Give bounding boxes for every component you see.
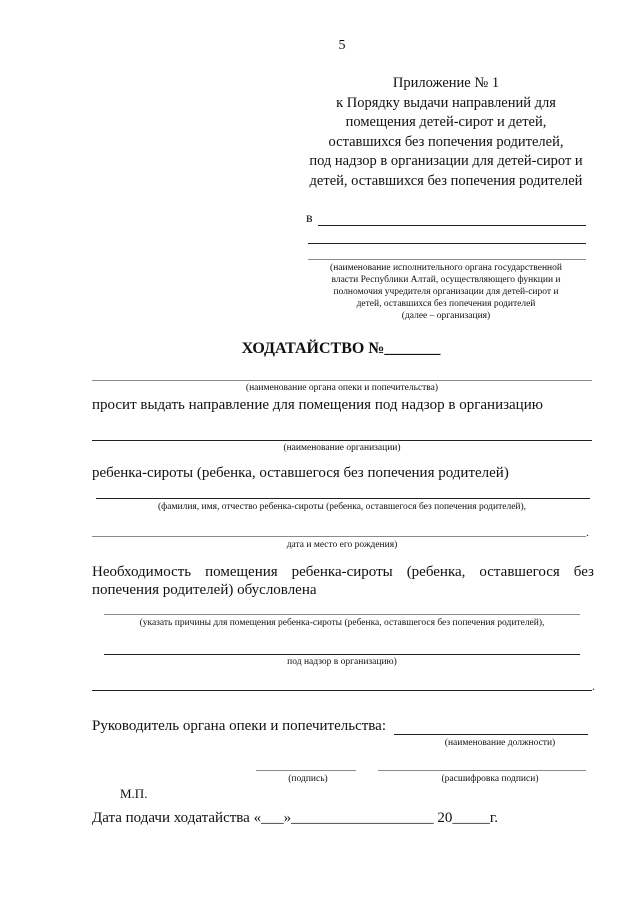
necessity-line-2: попечения родителей) обусловлена — [92, 582, 317, 598]
addressee-line-3[interactable] — [308, 259, 586, 260]
organization-caption: (наименование организации) — [283, 443, 401, 453]
appendix-block — [296, 74, 596, 191]
addressee-caption-line: власти Республики Алтай, осуществляющего функции и — [331, 275, 561, 285]
reasons-line-3[interactable] — [92, 690, 592, 691]
signature-decoding-caption: (расшифровка подписи) — [441, 774, 539, 784]
addressee-prefix: в — [306, 211, 313, 226]
date-text: Дата подачи ходатайства «___»___________________ 20_____г. — [92, 810, 499, 826]
necessity-line-1 — [92, 564, 594, 581]
addressee-caption-line: полномочия учредителя организации для детей-сирот и — [333, 287, 559, 297]
reasons-line-2[interactable] — [104, 654, 580, 655]
necessity-word: Необходимость — [92, 564, 192, 580]
signature-line[interactable] — [256, 770, 356, 771]
child-text: ребенка-сироты (ребенка, оставшегося без попечения родителей) — [92, 465, 509, 481]
necessity-word: без — [573, 564, 594, 580]
head-label: Руководитель органа опеки и попечительства: — [92, 718, 387, 734]
reasons-period: . — [592, 679, 595, 693]
child-name-caption: (фамилия, имя, отчество ребенка-сироты (ребенка, оставшегося без попечения родителей), — [157, 502, 527, 512]
appendix-line: помещения детей-сирот и детей, — [345, 114, 547, 130]
guardianship-line[interactable] — [92, 380, 592, 381]
child-name-line[interactable] — [96, 498, 590, 499]
birth-line[interactable] — [92, 536, 586, 537]
necessity-word: помещения — [205, 564, 278, 580]
position-caption: (наименование должности) — [444, 738, 556, 748]
document-title: ХОДАТАЙСТВО №_______ — [241, 340, 441, 357]
guardianship-caption: (наименование органа опеки и попечительства) — [245, 383, 439, 393]
addressee-caption-line: (далее – организация) — [401, 311, 491, 321]
necessity-word: (ребенка, — [406, 564, 466, 580]
signature-decoding-line[interactable] — [378, 770, 586, 771]
necessity-word: оставшегося — [479, 564, 560, 580]
appendix-line: к Порядку выдачи направлений для — [336, 94, 556, 111]
reasons-line[interactable] — [104, 614, 580, 615]
supervision-caption: под надзор в организацию) — [287, 657, 397, 667]
addressee-line-1[interactable] — [318, 225, 586, 226]
request-text: просит выдать направление для помещения под надзор в организацию — [92, 397, 543, 413]
reasons-caption: (указать причины для помещения ребенка-сироты (ребенка, оставшегося без попечения родителей), — [139, 618, 545, 628]
organization-line[interactable] — [92, 440, 592, 441]
page-number: 5 — [338, 38, 346, 53]
addressee-caption-line: (наименование исполнительного органа государственной — [330, 263, 562, 273]
addressee-caption-line: детей, оставшихся без попечения родителей — [356, 299, 536, 309]
appendix-line: Приложение № 1 — [392, 75, 500, 91]
addressee-line-2[interactable] — [308, 243, 586, 244]
addressee-caption — [298, 262, 594, 322]
necessity-word: ребенка-сироты — [291, 564, 393, 580]
appendix-line: под надзор в организации для детей-сирот и — [309, 153, 583, 169]
stamp-label: М.П. — [120, 786, 148, 801]
appendix-line: оставшихся без попечения родителей, — [328, 133, 564, 150]
signature-caption: (подпись) — [288, 774, 328, 784]
birth-period: . — [586, 525, 589, 539]
position-line[interactable] — [394, 734, 588, 735]
birth-caption: дата и место его рождения) — [286, 540, 398, 550]
appendix-line: детей, оставшихся без попечения родителей — [309, 172, 583, 189]
